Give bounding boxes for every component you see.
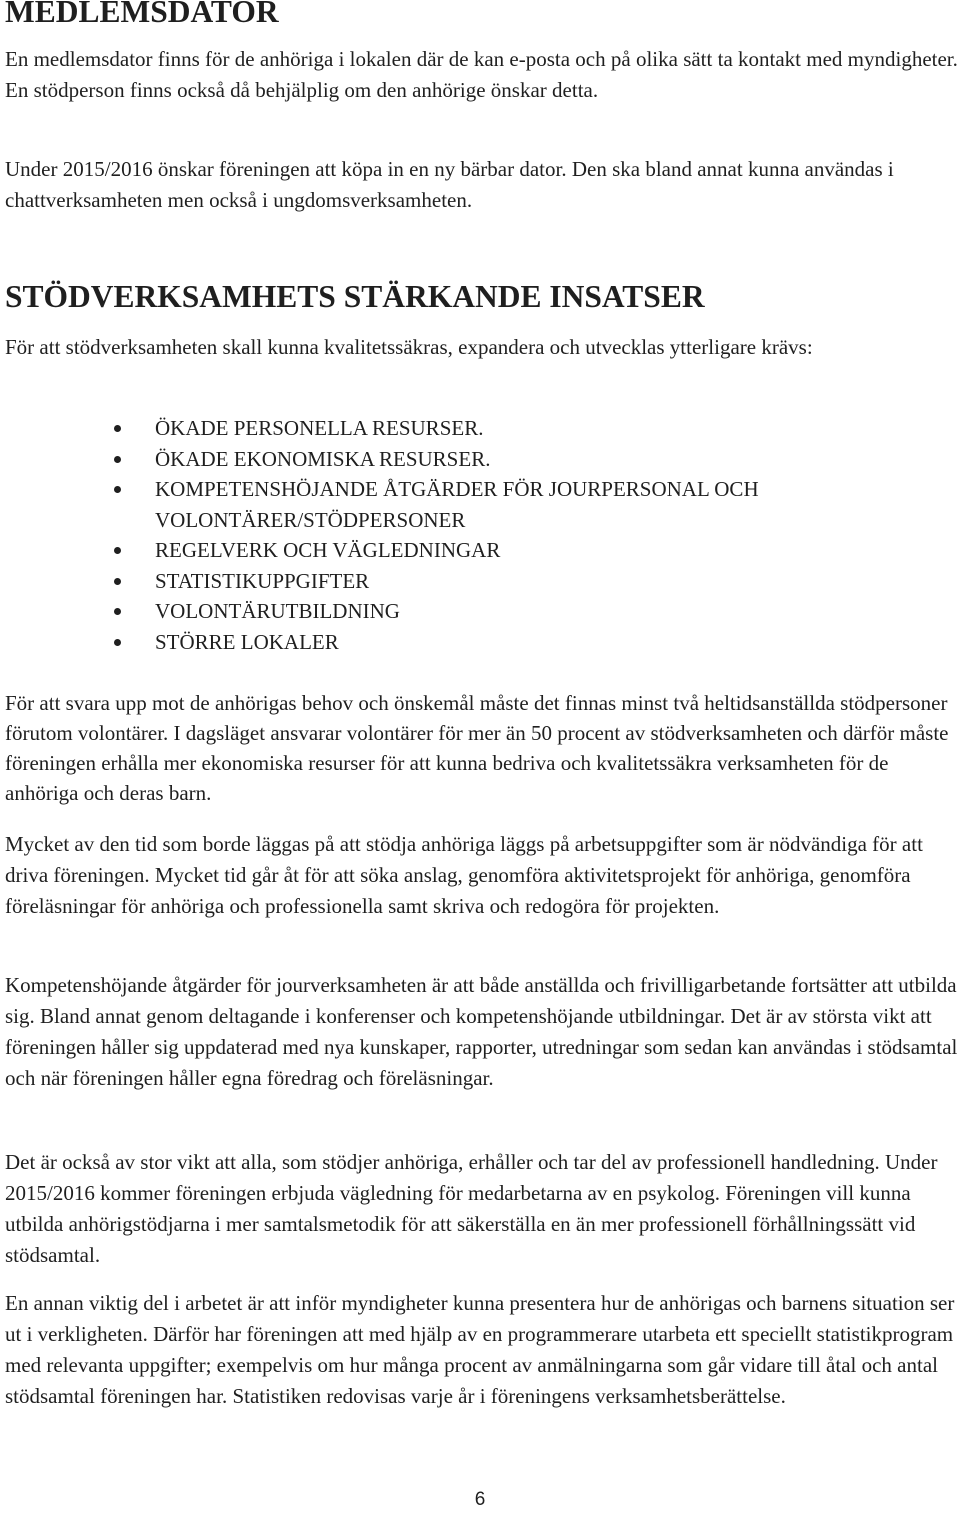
bullet-icon <box>114 608 121 615</box>
section-heading-stodverksamhet: STÖDVERKSAMHETS STÄRKANDE INSATSER <box>5 279 705 314</box>
list-item <box>0 413 895 444</box>
bullet-icon <box>114 486 121 493</box>
paragraph: För att stödverksamheten skall kunna kvalitetssäkras, expandera och utvecklas ytterligare krävs: <box>5 335 813 359</box>
list-item <box>0 566 895 597</box>
bullet-icon <box>114 639 121 646</box>
list-item <box>0 627 895 658</box>
list-item <box>0 444 895 475</box>
list-item-text: STÖRRE LOKALER <box>155 629 339 654</box>
list-item-text: STATISTIKUPPGIFTER <box>155 568 370 593</box>
list-item-text: ÖKADE PERSONELLA RESURSER. <box>155 416 484 440</box>
paragraph: En medlemsdator finns för de anhöriga i lokalen där de kan e-posta och på olika sätt ta kontakt med myndigheter. En stödperson finns också då behjälplig om den anhörige önskar detta. <box>5 47 958 102</box>
bullet-icon <box>114 547 121 554</box>
list-item <box>0 596 895 627</box>
paragraph: Det är också av stor vikt att alla, som stödjer anhöriga, erhåller och tar del av professionell handledning. Under 2015/2016 kommer föreningen erbjuda vägledning för medarbetarna av en psykolog. Föreningen vill kunna utbilda anhörigstödjarna i mer samtalsmetodik för att säkerställa en än mer professionell förhållningssätt vid stödsamtal. <box>5 1150 938 1267</box>
list-item <box>0 535 895 566</box>
bullet-icon <box>114 578 121 585</box>
paragraph: En annan viktig del i arbetet är att inför myndigheter kunna presentera hur de anhörigas och barnens situation ser ut i verkligheten. Därför har föreningen att med hjälp av en programmerare utarbeta ett speciellt statistikprogram med relevanta uppgifter; exempelvis om hur många procent av anmälningarna som går vidare till åtal och antal stödsamtal föreningen har. Statistiken redovisas varje år i föreningens verksamhetsberättelse. <box>5 1291 955 1408</box>
paragraph: Kompetenshöjande åtgärder för jourverksamheten är att både anställda och frivilligarbetande fortsätter att utbilda sig. Bland annat genom deltagande i konferenser och kompetenshöjande utbildningar. Det är av största vikt att föreningen håller sig uppdaterad med nya kunskaper, rapporter, utredningar som sedan kan användas i stödsamtal och när föreningen håller egna föredrag och föreläsningar. <box>5 973 958 1090</box>
bullet-icon <box>114 456 121 463</box>
list-item-text: ÖKADE EKONOMISKA RESURSER. <box>155 446 491 471</box>
paragraph: För att svara upp mot de anhörigas behov och önskemål måste det finnas minst två heltidsanställda stödpersoner förutom volontärer. I dagsläget ansvarar volontärer för mer än 50 procent av stödverksamheten och därför måste föreningen erhålla mer ekonomiska resurser för att kunna bedriva och kvalitetssäkra verksamheten för de anhöriga och deras barn. <box>5 691 949 805</box>
list-item-text: VOLONTÄRUTBILDNING <box>155 599 400 623</box>
paragraph: Mycket av den tid som borde läggas på att stödja anhöriga läggs på arbetsuppgifter som är nödvändiga för att driva föreningen. Mycket tid går åt för att söka anslag, genomföra aktivitetsprojekt för anhöriga, genomföra föreläsningar för anhöriga och professionella samt skriva och redogöra för projekten. <box>5 832 923 918</box>
list-item-text: KOMPETENSHÖJANDE ÅTGÄRDER FÖR JOURPERSONAL OCH VOLONTÄRER/STÖDPERSONER <box>155 477 759 532</box>
list-item-text: REGELVERK OCH VÄGLEDNINGAR <box>155 538 501 562</box>
bullet-icon <box>114 425 121 432</box>
paragraph: Under 2015/2016 önskar föreningen att köpa in en ny bärbar dator. Den ska bland annat kunna användas i chattverksamheten men också i ungdomsverksamheten. <box>5 157 894 212</box>
bullet-list <box>0 413 895 657</box>
page-number: 6 <box>474 1489 486 1510</box>
section-heading-medlemsdator: MEDLEMSDATOR <box>5 0 279 29</box>
list-item <box>0 474 895 535</box>
